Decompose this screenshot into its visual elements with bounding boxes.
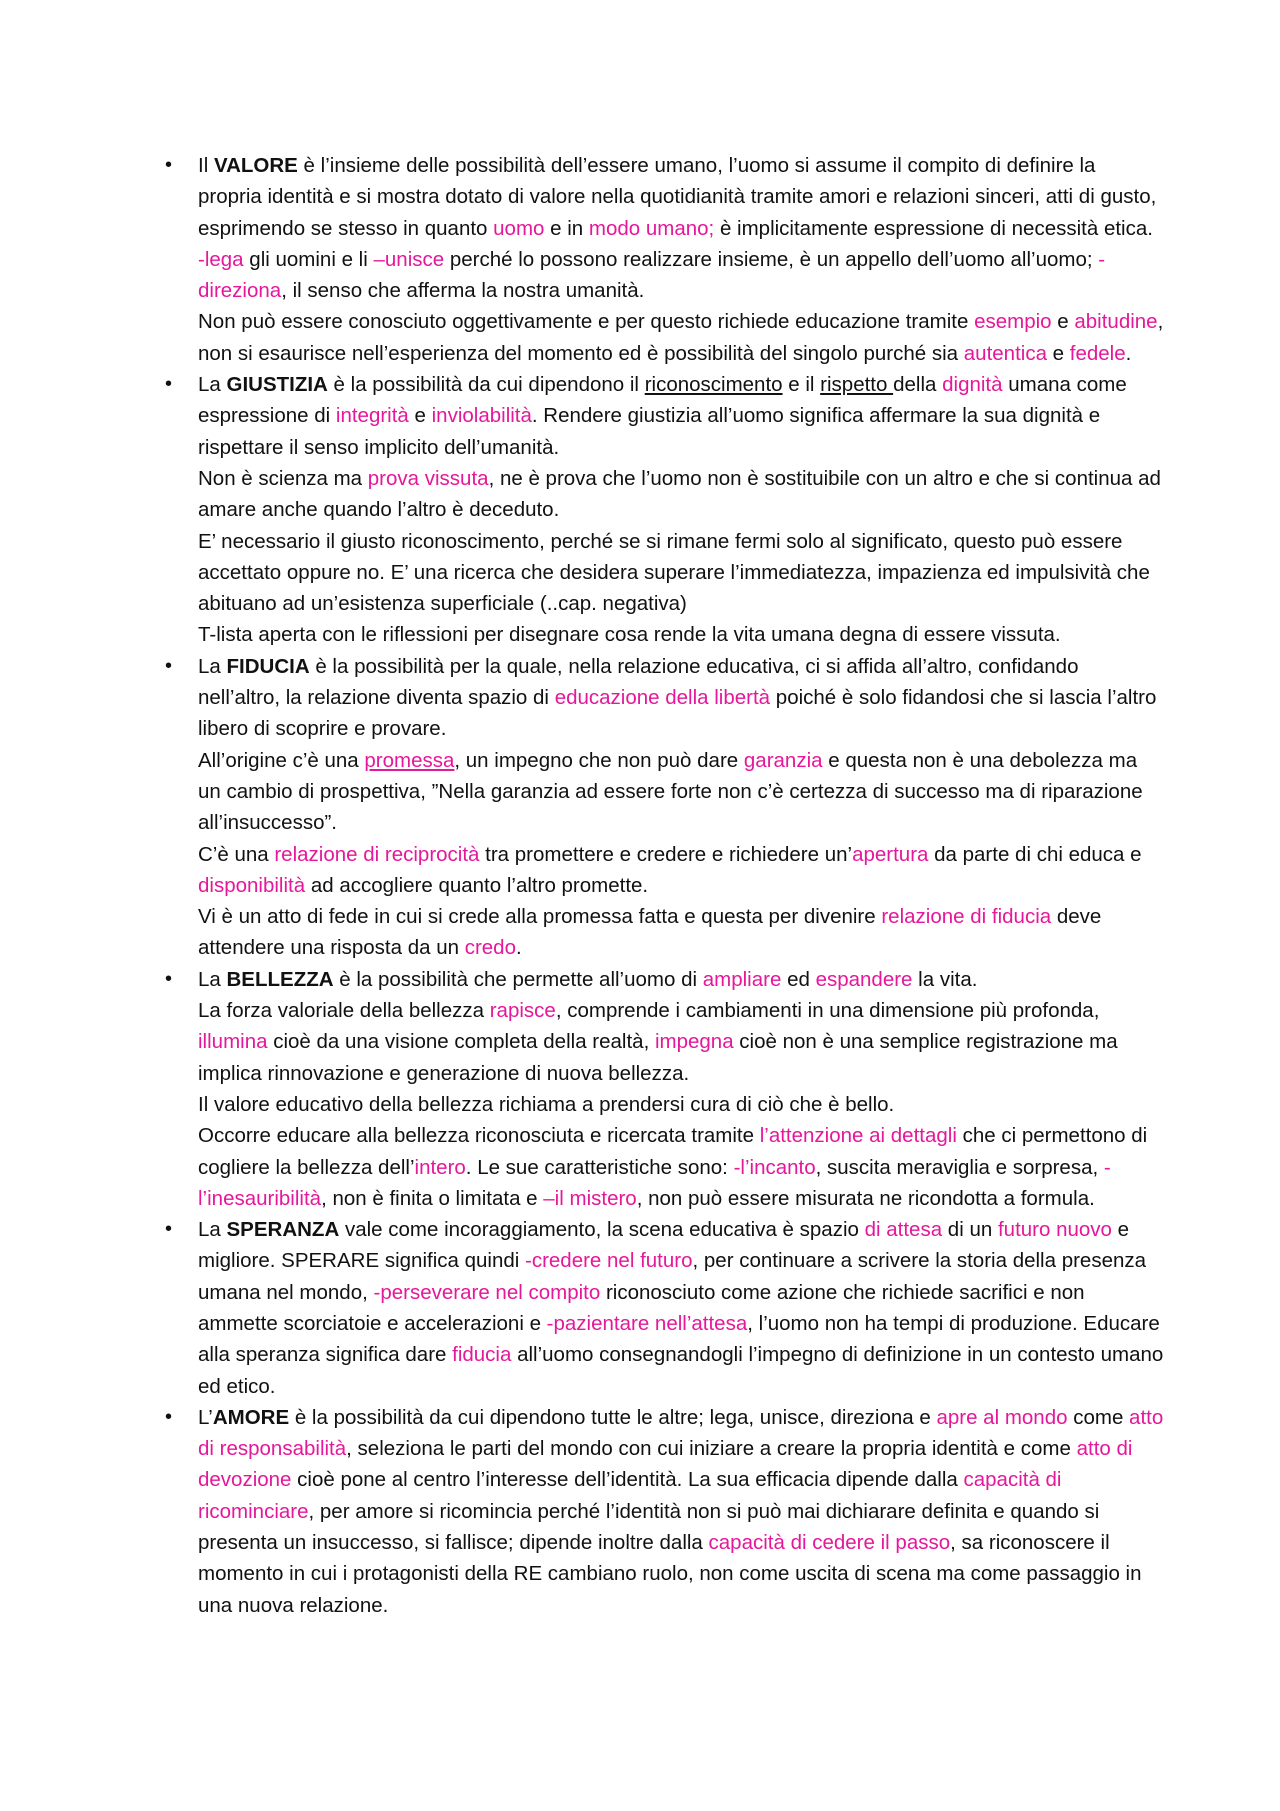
text-run: , il senso che afferma la nostra umanità.	[281, 279, 645, 303]
highlighted-text: –unisce	[373, 247, 445, 271]
highlighted-text: fiducia	[452, 1343, 512, 1367]
term-heading: GIUSTIZIA	[226, 373, 328, 397]
text-run: , non è finita o limitata e	[321, 1186, 544, 1210]
paragraph	[198, 1089, 1164, 1120]
paragraph	[198, 619, 1164, 650]
text-run: da parte di chi educa e	[928, 842, 1142, 866]
text-run: E’ necessario il giusto riconoscimento, perché se si rimane fermi solo al significato, questo può essere accettato oppure no. E’ una ricerca che desidera superare l’immediatezza, impazienza ed impulsività che abituano ad un’esistenza superficiale (..cap. negativa)	[198, 529, 1150, 616]
text-run: , sa riconoscere il momento in cui i protagonisti della RE cambiano ruolo, non come uscita di scena ma come passaggio in una nuova relazione.	[198, 1531, 1142, 1617]
list-item-amore	[165, 1402, 1164, 1621]
highlighted-text: capacità di ricominciare	[198, 1468, 1062, 1523]
text-run: , ne è prova che l’uomo non è sostituibile con un altro e che si continua ad amare anche quando l’altro è deceduto.	[198, 466, 1161, 522]
text-run: è implicitamente espressione di necessità etica.	[714, 216, 1153, 240]
text-run: , seleziona le parti del mondo con cui iniziare a creare la propria identità e come	[346, 1437, 1077, 1461]
text-run: cioè non è una semplice registrazione ma implica rinnovazione e generazione di nuova bellezza.	[198, 1030, 1118, 1085]
text-run: umana come espressione di	[198, 373, 1127, 428]
paragraph	[198, 745, 1164, 839]
highlighted-text: garanzia	[743, 748, 823, 772]
text-run: è la possibilità per la quale, nella relazione educativa, ci si affida all’altro, confidando nell’altro, la relazione diventa spazio di	[198, 654, 1079, 710]
text-run: , comprende i cambiamenti in una dimensione più profonda,	[555, 999, 1100, 1023]
list-item-valore	[165, 150, 1164, 369]
highlighted-text: uomo	[493, 216, 545, 240]
highlighted-text: atto di devozione	[198, 1437, 1133, 1492]
highlighted-text: futuro nuovo	[997, 1218, 1112, 1242]
term-heading: BELLEZZA	[226, 967, 334, 991]
text-run: all’uomo consegnandogli l’impegno di definizione in un contesto umano ed etico.	[198, 1343, 1164, 1398]
highlighted-text: -l’incanto	[733, 1155, 816, 1179]
text-run: All’origine c’è una	[198, 748, 365, 772]
text-run: tra promettere e credere e richiedere un’	[479, 842, 853, 866]
text-run: perché lo possono realizzare insieme, è un appello dell’uomo all’uomo;	[444, 247, 1099, 271]
highlighted-text: autentica	[963, 341, 1047, 365]
text-run: di un	[942, 1218, 998, 1242]
text-run: C’è una	[198, 842, 275, 866]
text-run: è l’insieme delle possibilità dell’essere umano, l’uomo si assume il compito di definire la propria identità e si mostra dotato di valore nella quotidianità tramite amori e relazioni sinceri, atti di gusto, esprimendo se stesso in quanto	[198, 154, 1157, 240]
highlighted-text: inviolabilità	[431, 404, 532, 428]
text-run: .	[515, 936, 522, 960]
highlighted-text: di attesa	[864, 1218, 943, 1242]
list-item-speranza	[165, 1214, 1164, 1402]
highlighted-text: ampliare	[702, 967, 782, 991]
text-run: che ci permettono di cogliere la bellezza dell’	[198, 1124, 1148, 1179]
text-run: , un impegno che non può dare	[454, 748, 744, 772]
text-run: della	[893, 373, 943, 397]
text-run: rispetto	[820, 373, 894, 397]
paragraph	[198, 964, 1164, 995]
term-heading: FIDUCIA	[226, 654, 310, 678]
text-run: cioè pone al centro l’interesse dell’identità. La sua efficacia dipende dalla	[291, 1468, 964, 1492]
text-run: vale come incoraggiamento, la scena educativa è spazio	[339, 1218, 865, 1242]
highlighted-text: intero	[414, 1155, 466, 1179]
paragraph	[198, 901, 1164, 964]
list-item-giustizia	[165, 369, 1164, 651]
highlighted-text: apertura	[852, 842, 929, 866]
bullet-icon: •	[165, 1405, 173, 1428]
highlighted-text: relazione di fiducia	[881, 905, 1052, 929]
text-run: è la possibilità che permette all’uomo di	[333, 967, 703, 991]
highlighted-text: prova vissuta	[367, 466, 489, 490]
paragraph	[198, 463, 1164, 526]
term-heading: VALORE	[213, 154, 298, 177]
highlighted-text: disponibilità	[198, 873, 306, 897]
text-run: La	[198, 654, 227, 678]
text-run: riconoscimento	[644, 373, 783, 397]
text-run: ad accogliere quanto l’altro promette.	[305, 873, 649, 897]
text-run: poiché è solo fidandosi che si lascia l’altro libero di scoprire e provare.	[198, 686, 1157, 741]
text-run: e	[408, 404, 432, 428]
paragraph	[198, 1214, 1164, 1402]
text-run: cioè da una visione completa della realtà,	[267, 1030, 655, 1054]
text-run: e il	[782, 373, 821, 397]
text-run: è la possibilità da cui dipendono tutte le altre; lega, unisce, direziona e	[289, 1405, 937, 1429]
highlighted-text: impegna	[654, 1030, 734, 1054]
text-run: deve attendere una risposta da un	[198, 905, 1102, 960]
highlighted-text: -lega	[198, 247, 244, 271]
highlighted-text: relazione di reciprocità	[274, 842, 480, 866]
highlighted-text: -l’inesauribilità	[198, 1155, 1111, 1210]
bulleted-list	[165, 150, 1164, 1621]
text-run: è la possibilità da cui dipendono il	[327, 373, 645, 397]
text-run: Il	[198, 154, 214, 177]
highlighted-text: atto di responsabilità	[198, 1405, 1164, 1461]
highlighted-text: integrità	[335, 404, 409, 428]
paragraph	[198, 306, 1164, 369]
text-run: , per continuare a scrivere la storia della presenza umana nel mondo,	[198, 1249, 1147, 1304]
text-run: L’	[198, 1405, 213, 1429]
term-heading: SPERANZA	[226, 1218, 340, 1242]
term-heading: AMORE	[212, 1405, 290, 1429]
text-run: . Le sue caratteristiche sono:	[465, 1155, 734, 1179]
text-run: , non può essere misurata ne ricondotta a formula.	[636, 1186, 1095, 1210]
bullet-icon: •	[165, 373, 173, 396]
highlighted-text: capacità di cedere il passo	[708, 1531, 951, 1555]
text-run: gli uomini e li	[243, 247, 374, 271]
text-run: .	[1125, 341, 1132, 365]
list-item-bellezza	[165, 964, 1164, 1214]
text-run: Non può essere conosciuto oggettivamente e per questo richiede educazione tramite	[198, 310, 975, 334]
highlighted-text: credo	[464, 936, 516, 960]
paragraph	[198, 526, 1164, 620]
text-run: La	[198, 967, 227, 991]
highlighted-text: -direziona	[198, 247, 1106, 303]
text-run: Il valore educativo della bellezza richiama a prendersi cura di ciò che è bello.	[198, 1092, 895, 1116]
list-item-fiducia	[165, 651, 1164, 964]
highlighted-text: educazione della libertà	[554, 686, 771, 710]
bullet-icon: •	[165, 967, 173, 990]
text-run: Vi è un atto di fede in cui si crede alla promessa fatta e questa per divenire	[198, 905, 882, 929]
text-run: , suscita meraviglia e sorpresa,	[815, 1155, 1104, 1179]
highlighted-text: -pazientare nell’attesa	[546, 1311, 748, 1335]
highlighted-text: –il mistero	[543, 1186, 637, 1210]
text-run: , l’uomo non ha tempi di produzione. Educare alla speranza significa dare	[198, 1311, 1160, 1367]
paragraph	[198, 150, 1164, 306]
highlighted-text: l’attenzione ai dettagli	[759, 1124, 957, 1148]
highlighted-text: abitudine	[1074, 310, 1158, 334]
text-run: Occorre educare alla bellezza riconosciuta e ricercata tramite	[198, 1124, 760, 1148]
text-run: , per amore si ricomincia perché l’identità non si può mai dichiarare definita e quando si presenta un insuccesso, si fallisce; dipende inoltre dalla	[198, 1499, 1100, 1555]
highlighted-text: -credere nel futuro	[525, 1249, 693, 1273]
highlighted-text: espandere	[815, 967, 913, 991]
text-run: , non si esaurisce nell’esperienza del momento ed è possibilità del singolo purché sia	[198, 310, 1164, 365]
highlighted-text: promessa	[364, 748, 455, 772]
bullet-icon: •	[165, 154, 173, 176]
text-run: . Rendere giustizia all’uomo significa affermare la sua dignità e rispettare il senso implicito dell’umanità.	[198, 404, 1101, 459]
paragraph	[198, 839, 1164, 902]
highlighted-text: dignità	[942, 373, 1003, 397]
highlighted-text: esempio	[974, 310, 1052, 334]
bullet-icon: •	[165, 1218, 173, 1241]
highlighted-text: -perseverare nel compito	[373, 1280, 601, 1304]
text-run: e	[1046, 341, 1070, 365]
text-run: La forza valoriale della bellezza	[198, 999, 490, 1023]
paragraph	[198, 651, 1164, 745]
text-run: e	[1051, 310, 1075, 334]
paragraph	[198, 995, 1164, 1089]
text-run: e migliore. SPERARE significa quindi	[198, 1218, 1130, 1273]
text-run: Non è scienza ma	[198, 466, 368, 490]
highlighted-text: apre al mondo	[936, 1405, 1068, 1429]
highlighted-text: modo umano;	[588, 216, 715, 240]
text-run: T-lista aperta con le riflessioni per disegnare cosa rende la vita umana degna di essere vissuta.	[198, 623, 1061, 647]
highlighted-text: rapisce	[489, 999, 556, 1023]
paragraph	[198, 1402, 1164, 1621]
text-run: e in	[544, 216, 589, 240]
paragraph	[198, 369, 1164, 463]
text-run: La	[198, 373, 227, 397]
text-run: La	[198, 1218, 227, 1242]
text-run: riconosciuto come azione che richiede sacrifici e non ammette scorciatoie e accelerazioni e	[198, 1280, 1085, 1335]
text-run: ed	[781, 967, 816, 991]
text-run: e questa non è una debolezza ma un cambio di prospettiva, ”Nella garanzia ad essere forte non c’è certezza di successo ma di riparazione all’insuccesso”.	[198, 748, 1143, 835]
highlighted-text: fedele	[1069, 341, 1126, 365]
bullet-icon: •	[165, 654, 173, 677]
highlighted-text: illumina	[198, 1030, 268, 1054]
text-run: la vita.	[912, 967, 978, 991]
paragraph	[198, 1120, 1164, 1214]
text-run: come	[1067, 1405, 1130, 1429]
